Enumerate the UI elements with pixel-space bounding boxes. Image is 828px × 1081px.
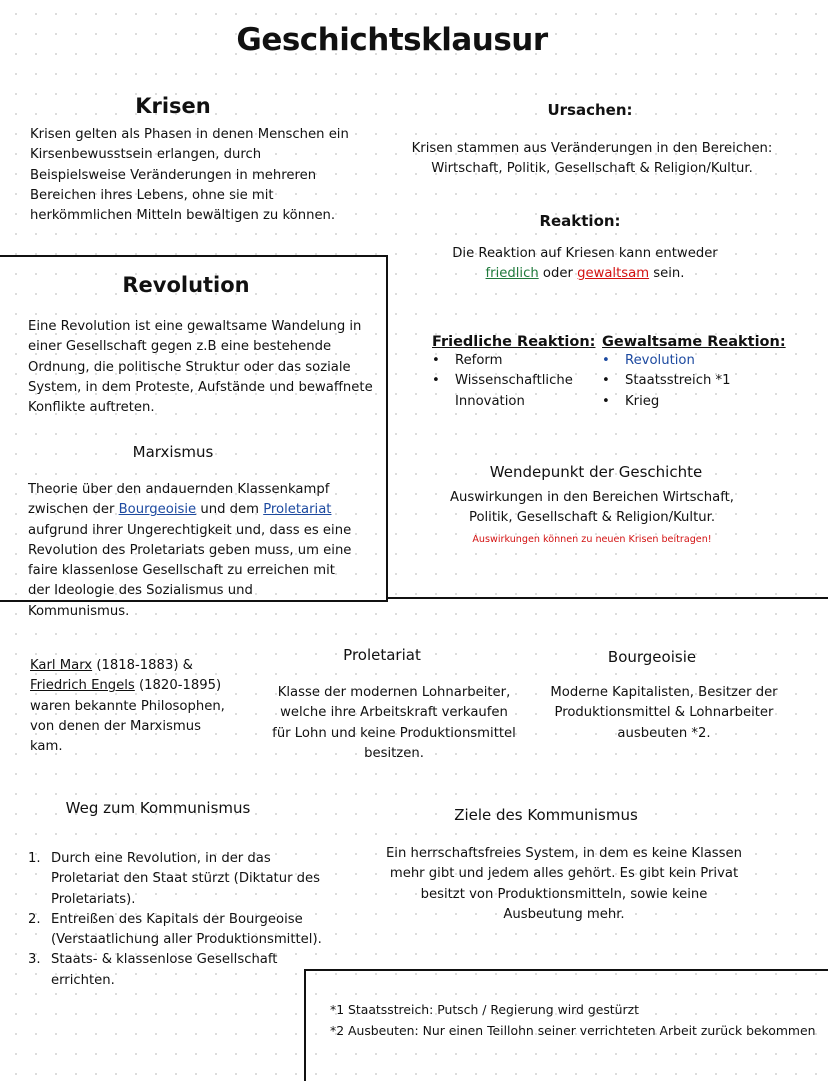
gewaltsame-list [602,351,782,412]
proletariat-term: Proletariat [263,502,332,518]
wendepunkt-text [392,488,792,529]
marxismus-text-part: und dem [200,502,259,518]
list-text: Staats- & klassenlose Gesellschaft errichten. [51,952,278,988]
bourgeoisie-text: Moderne Kapitalisten, Besitzer der Produktionsmittel & Lohnarbeiter ausbeuten *2. [550,685,778,741]
karl-marx-years: (1818-1883) & [96,658,193,673]
ursachen-text [392,139,792,180]
list-text: Durch eine Revolution, in der das Proletariat den Staat stürzt (Diktatur des Proletariats). [51,851,321,907]
wendepunkt-line2: Politik, Gesellschaft & Religion/Kultur. [468,510,716,526]
list-text: Entreißen des Kapitals der Bourgeoise (Verstaatlichung aller Produktionsmittel). [51,911,322,948]
ziele-text: Ein herrschaftsfreies System, in dem es keine Klassen mehr gibt und jedem alles gehört. Es gibt kein Privat besitzt von Produktionsmitteln, sowie keine Ausbeutung mehr. [385,846,743,922]
bourgeoisie-heading: Bourgeoisie [607,648,697,666]
bourgeoisie-term: Bourgeoisie [118,502,197,518]
divider-line [386,597,828,599]
krisen-heading: Krisen [135,94,211,118]
reaktion-line1: Die Reaktion auf Kriesen kann entweder [452,246,718,261]
list-item [28,849,328,910]
list-item [28,950,281,991]
wendepunkt-heading: Wendepunkt der Geschichte [489,463,703,481]
engels-years: (1820-1895) [139,678,222,694]
friedliche-heading: Friedliche Reaktion: [432,334,596,350]
proletariat-heading: Proletariat [343,646,421,664]
list-item: • Krieg [602,392,782,412]
footnotes [330,1000,815,1041]
revolution-heading: Revolution [122,273,250,297]
wendepunkt-note: Auswirkungen können zu neuen Krisen beitragen! [472,534,712,545]
marxismus-text-part: Theorie über den andauernden Klassenkampf zwischen der [28,482,330,518]
list-item: • Revolution [602,351,782,371]
revolution-text: Eine Revolution ist eine gewaltsame Wandelung in einer Gesellschaft gegen z.B eine bestehende Ordnung, die politische Struktur oder das soziale System, in dem Proteste, Aufstände und bewaffnete Konflikte auftreten. [28,319,373,416]
friedlich-word: friedlich [485,266,539,282]
list-item [28,910,328,951]
list-item: • Staatsstreich *1 [602,371,782,391]
reaktion-heading: Reaktion: [539,212,621,230]
marxismus-heading: Marxismus [132,443,214,461]
krisen-text: Krisen gelten als Phasen in denen Menschen ein Kirsenbewusstsein erlangen, durch Beispielsweise Veränderungen in mehreren Bereichen ihres Lebens, ohne sie mit herkömmlichen Mitteln bewältigen zu können. [30,127,349,224]
ursachen-line2: Wirtschaft, Politik, Gesellschaft & Religion/Kultur. [431,161,753,177]
proletariat-text: Klasse der modernen Lohnarbeiter, welche ihre Arbeitskraft verkaufen für Lohn und keine Produktionsmittel besitzen. [272,685,516,761]
marxismus-text-part: aufgrund ihrer Ungerechtigkeit und, dass es eine Revolution des Proletariats geben muss, um eine faire klassenlose Gesellschaft zu erreichen mit der Ideologie des Sozialismus und Kommunismus. [28,522,352,619]
ursachen-heading: Ursachen: [547,101,633,119]
marx-engels-rest: waren bekannte Philosophen, von denen der Marxismus kam. [30,698,225,755]
gewaltsame-heading: Gewaltsame Reaktion: [602,334,786,350]
weg-list [28,849,328,991]
karl-marx-name: Karl Marx [30,658,93,673]
gewaltsam-word: gewaltsam [577,266,650,282]
weg-heading: Weg zum Kommunismus [65,799,251,817]
oder-word: oder [542,266,573,282]
marx-engels-text [30,656,230,757]
marxismus-text [28,480,358,622]
list-number: 3. [28,952,41,968]
list-number: 2. [28,911,41,927]
gewaltsame-reaktion [602,334,786,412]
footnote-2: *2 Ausbeuten: Nur einen Teillohn seiner verrichteten Arbeit zurück bekommen [330,1022,816,1038]
list-number: 1. [28,851,41,866]
ursachen-line1: Krisen stammen aus Veränderungen in den Bereichen: [411,141,773,156]
friedliche-reaktion [432,334,596,412]
page-title: Geschichtsklausur [236,22,548,58]
friedliche-list [432,351,592,412]
footnote-1: *1 Staatsstreich: Putsch / Regierung wird gestürzt [330,1002,639,1017]
ziele-heading: Ziele des Kommunismus [454,806,638,824]
sein-word: sein. [653,266,685,282]
engels-name: Friedrich Engels [30,678,135,694]
list-item: • Wissenschaftliche Innovation [432,371,575,412]
wendepunkt-line1: Auswirkungen in den Bereichen Wirtschaft, [449,490,735,505]
list-item: • Reform [432,351,592,371]
reaktion-text [400,244,770,285]
